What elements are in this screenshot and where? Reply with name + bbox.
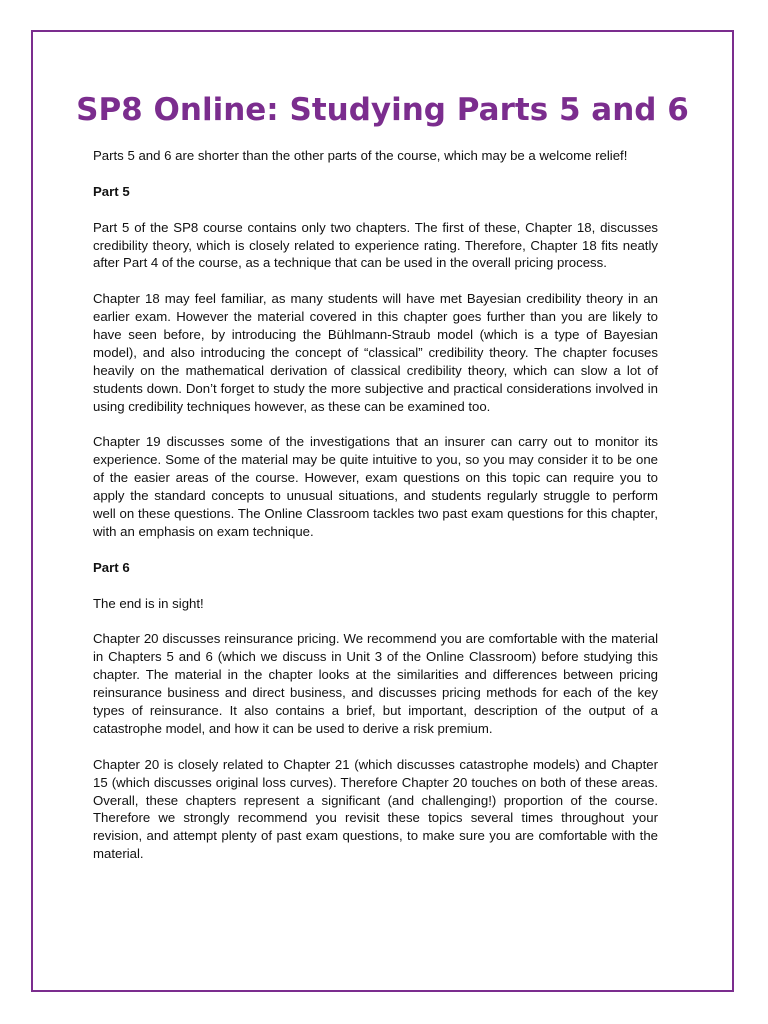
part5-paragraph: Part 5 of the SP8 course contains only two chapters. The first of these, Chapter 18, discusses credibility theory, which is closely related to experience rating. Therefore, Chapter 18 fits neatly after Part 4 of the course, as a technique that can be used in the overall pricing process.: [93, 219, 658, 271]
part5-heading: Part 5: [93, 183, 130, 199]
document-body: [93, 147, 658, 881]
part6-paragraph: The end is in sight!: [93, 595, 204, 611]
part6-paragraph: Chapter 20 discusses reinsurance pricing. We recommend you are comfortable with the material in Chapters 5 and 6 (which we discuss in Unit 3 of the Online Classroom) before studying this chapter. The material in the chapter looks at the similarities and differences between pricing reinsurance business and direct business, and discusses pricing methods for each of the key types of reinsurance. It also contains a brief, but important, description of the output of a catastrophe model, and how it can be used to derive a risk premium.: [93, 631, 658, 736]
part6-paragraph: Chapter 20 is closely related to Chapter 21 (which discusses catastrophe models) and Chapter 15 (which discusses original loss curves). Therefore Chapter 20 touches on both of these areas. Overall, these chapters represent a significant (and challenging!) proportion of the course. Therefore we strongly recommend you revisit these topics several times throughout your revision, and attempt plenty of past exam questions, to make sure you are comfortable with the material.: [93, 756, 658, 862]
intro-paragraph: Parts 5 and 6 are shorter than the other parts of the course, which may be a welcome relief!: [93, 148, 628, 163]
part5-paragraph: Chapter 18 may feel familiar, as many students will have met Bayesian credibility theory in an earlier exam. However the material covered in this chapter goes further than you are likely to have seen before, by introducing the Bühlmann-Straub model (which is a type of Bayesian model), and also introducing the concept of “classical” credibility theory. The chapter focuses heavily on the mathematical derivation of classical credibility theory, which can slow a lot of students down. Don’t forget to study the more subjective and practical considerations involved in using credibility techniques however, as these can be examined too.: [93, 291, 658, 414]
part6-heading: Part 6: [93, 559, 130, 575]
part5-paragraph: Chapter 19 discusses some of the investigations that an insurer can carry out to monitor its experience. Some of the material may be quite intuitive to you, so you may consider it to be one of the easier areas of the course. However, exam questions on this topic can require you to apply the standard concepts to unusual situations, and students regularly struggle to perform well on these questions. The Online Classroom tackles two past exam questions for this chapter, with an emphasis on exam technique.: [93, 434, 658, 539]
document-title: SP8 Online: Studying Parts 5 and 6: [76, 92, 689, 128]
